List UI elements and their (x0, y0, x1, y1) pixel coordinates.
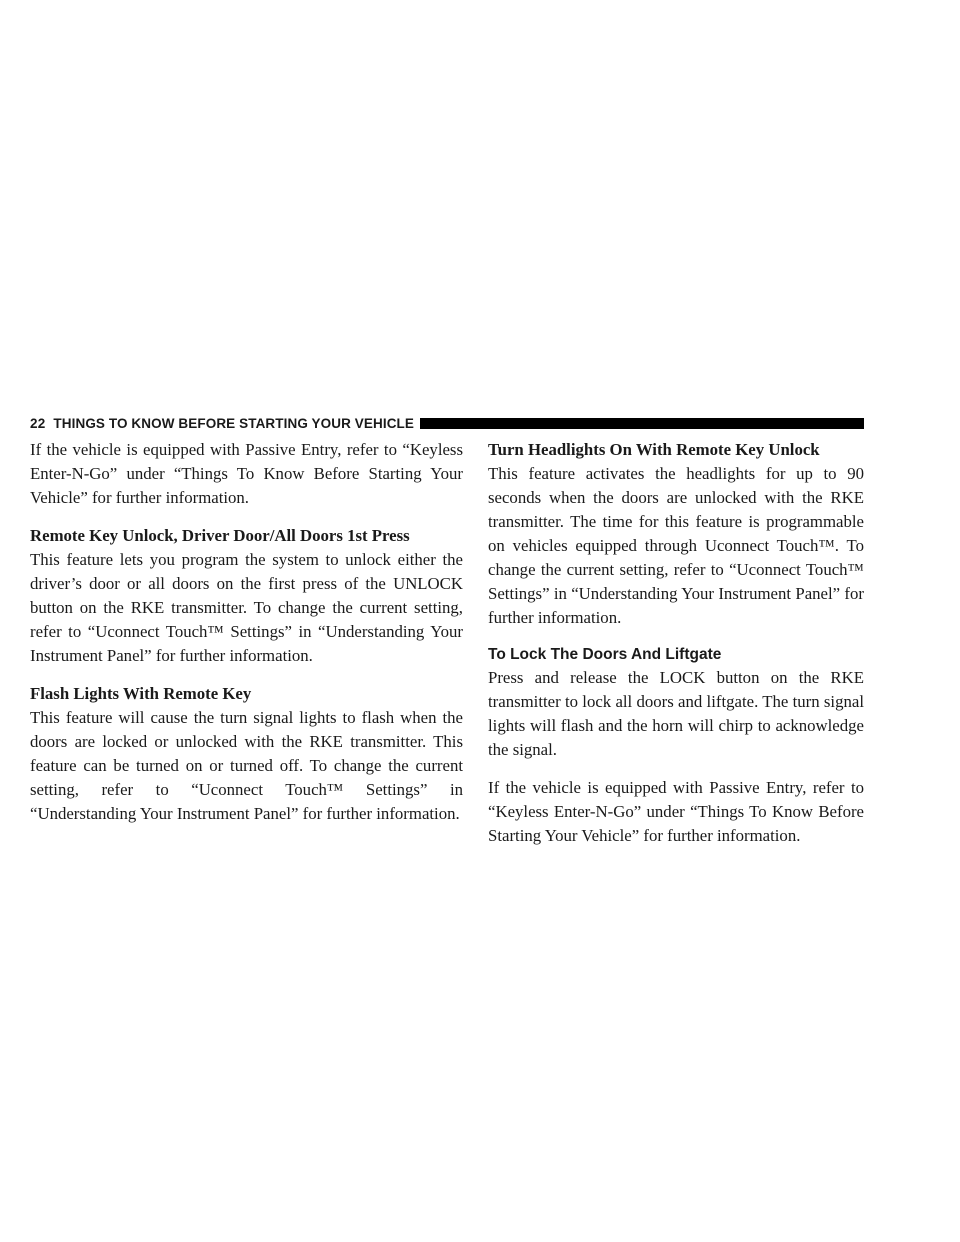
left-column (30, 438, 463, 840)
remote-key-unlock-body: This feature lets you program the system to unlock either the driver’s door or all doors on the first press of the UNLOCK button on the RKE transmitter. To change the current setting, refer to “Uconnect Touch™ Settings” in “Understanding Your Instrument Panel” for further information. (30, 550, 463, 665)
passive-entry-note: If the vehicle is equipped with Passive Entry, refer to “Keyless Enter-N-Go” under “Things To Know Before Starting Your Vehicle” for further information. (488, 778, 864, 845)
lock-doors-heading: To Lock The Doors And Liftgate (488, 646, 722, 663)
remote-key-unlock-heading: Remote Key Unlock, Driver Door/All Doors 1st Press (30, 526, 410, 545)
flash-lights-body: This feature will cause the turn signal lights to flash when the doors are locked or unlocked with the RKE transmitter. This feature can be turned on or turned off. To change the current setting, refer to “Uconnect Touch™ Settings” in “Understanding Your Instrument Panel” for further information. (30, 708, 463, 823)
passive-entry-intro: If the vehicle is equipped with Passive Entry, refer to “Keyless Enter-N-Go” under “Things To Know Before Starting Your Vehicle” for further information. (30, 440, 463, 507)
header-rule (420, 418, 864, 429)
lock-doors-body: Press and release the LOCK button on the RKE transmitter to lock all doors and liftgate. The turn signal lights will flash and the horn will chirp to acknowledge the signal. (488, 668, 864, 759)
running-header (30, 413, 864, 433)
headlights-heading: Turn Headlights On With Remote Key Unlock (488, 440, 820, 459)
right-column (488, 438, 864, 862)
headlights-body: This feature activates the headlights for up to 90 seconds when the doors are unlocked with the RKE transmitter. The time for this feature is programmable on vehicles equipped through Uconnect Touch™. To change the current setting, refer to “Uconnect Touch™ Settings” in “Understanding Your Instrument Panel” for further information. (488, 464, 864, 627)
page-number: 22 (30, 415, 46, 431)
section-title: THINGS TO KNOW BEFORE STARTING YOUR VEHICLE (53, 415, 414, 431)
flash-lights-heading: Flash Lights With Remote Key (30, 684, 252, 703)
